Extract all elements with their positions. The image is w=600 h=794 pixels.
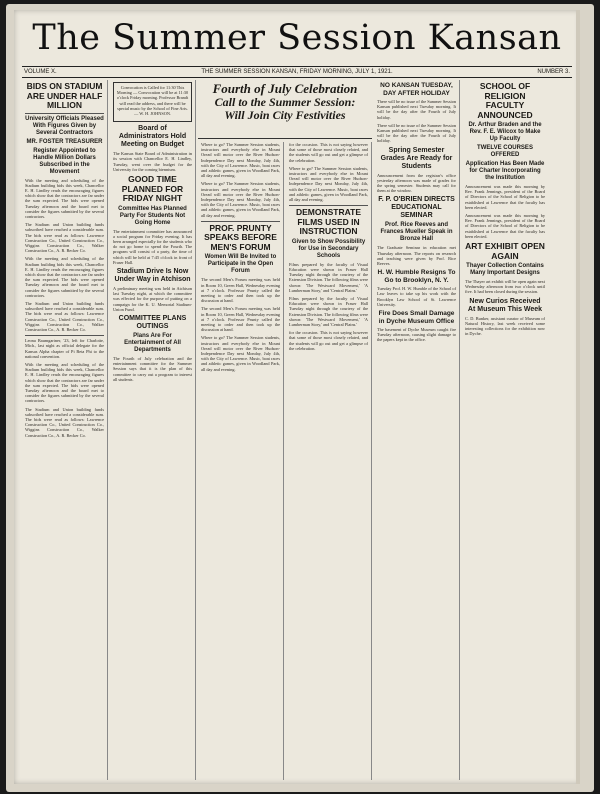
films-body: Films prepared by the faculty of Visual Education were shown in Fraser Hall Tuesday night through the courtesy of the Extension Division. The following films were shown: 'The Westward Movement,' 'A Lumberman Story,' and 'Central Plains.' [289, 261, 368, 293]
newspaper-title: The Summer Session Kansan [32, 18, 562, 58]
fourth-of-july-banner [198, 80, 372, 139]
board-meeting-headline: Board of Administrators Hold Meeting on Budget [118, 125, 187, 149]
courses-headline: TWELVE COURSES OFFERED [477, 145, 533, 158]
films-subhead: Given to Show Possibility for Use in Secondary Schools [291, 238, 366, 259]
stadium-bids-subhead: University Officials Pleased With Figures Given by Several Contractors [25, 115, 104, 136]
divider [289, 205, 368, 206]
grades-body: Announcement from the registrar's office yesterday afternoon was made of grades for the spring semester. Students may call for them at the window. [377, 172, 456, 194]
art-exhibit-subhead: Thayer Collection Contains Many Important Designs [466, 263, 544, 277]
register-subhead: Register Appointed to Handle Million Dollars Subscribed in the Movement [33, 147, 96, 175]
prunty-body-cont: The second Men's Forum meeting was held in Room 10, Green Hall, Wednesday evening at 7 o'clock. Professor Prunty called the meeting to order and then took up the discussion at hand. [201, 306, 280, 333]
stadium-body-cont-3: The Stadium and Union building funds subscribed have reached a considerable sum. The bids were read as follows: Lawrence Construction Co., United Construction Co., Wiggins Construction Co., Walker Construction Co., A. R. Becker Co. [25, 406, 104, 438]
celebration-continued-2: Where to go? The Summer Session students, instructors and everybody else in Mount Oread will motor over the River Hudson-Independence Day next Monday, July 4th, with the City of Lawrence. Music, boat races and athletic games, given in Woodland Park, all day and evening. [289, 165, 368, 203]
stadium-body-2-cont: The Stadium and Union building funds subscribed have reached a considerable sum. The bids were read as follows: Lawrence Construction Co., United Construction Co., Wiggins Construction Co., Walker Construction Co., A. R. Becker Co. [25, 300, 104, 332]
celebration-body-cont: Where to go? The Summer Session students, instructors and everybody else in Mount Oread will motor over the River Hudson-Independence Day next Monday, July 4th, with the City of Lawrence. Music, boat races and athletic games, given in Woodland Park, all day and evening. [201, 181, 280, 218]
stadium-body-1-cont: With the meeting and scheduling of the Stadium building bids this week, Chancellor E. H. Lindley reads the encouraging figures which show that the contractors are far under the sum expected. The bids were opened Tuesday afternoon and the board met to consider the figures submitted by the several contractors. [25, 256, 104, 298]
volume-number: VOLUME X. [24, 69, 57, 75]
stadium-body-2: The Stadium and Union building funds subscribed have reached a considerable sum. The bids were read as follows: Lawrence Construction Co., United Construction Co., Wiggins Construction Co., Walker Construction Co., A. R. Becker Co. [25, 222, 104, 254]
column-6 [462, 80, 548, 780]
convocation-notice-box [113, 82, 192, 122]
films-body-cont: Films prepared by the faculty of Visual Education were shown in Fraser Hall Tuesday night through the courtesy of the Extension Division. The following films were shown: 'The Westward Movement,' 'A Lumberman Story,' and 'Central Plains.' [289, 295, 368, 327]
column-4 [286, 142, 372, 780]
humble-body: Tuesday Prof. H. W. Humble of the School of Law leaves to take up his work with the Brooklyn Law School of St. Lawrence University. [377, 286, 456, 307]
courses-subhead: Application Has Been Made for Charter Incorporating the Institution [465, 161, 545, 181]
seminar-body: The Graduate Seminar in education met Thursday afternoon. The reports on research and teaching were given by Prof. Rice Reeves. [377, 245, 456, 267]
column-5 [374, 80, 460, 780]
prunty-body-cont-2: Where to go? The Summer Session students, instructors and everybody else in Mount Oread will motor over the River Hudson-Independence Day next Monday, July 4th, with the City of Lawrence. Music, boat races and athletic games, given in Woodland Park, all day and evening. [201, 335, 280, 372]
religion-subhead: Dr. Arthur Braden and the Rev. F. E. Wilcox to Make Up Faculty [468, 122, 542, 142]
atchison-drive-headline: Stadium Drive Is Now Under Way in Atchison [114, 267, 191, 283]
no-kansan-body: There will be no issue of the Summer Session Kansan published next Tuesday morning. It will be the day after the Fourth of July holiday. [377, 99, 456, 120]
banner-line-1: Fourth of July Celebration [212, 81, 358, 96]
good-time-subhead: Committee Has Planned Party For Students Not Going Home [118, 205, 187, 226]
banner-line-2: Call to the Summer Session: [214, 95, 356, 109]
stadium-body-cont-2: With the meeting and scheduling of the Stadium building bids this week, Chancellor E. H. Lindley reads the encouraging figures which show that the contractors are far under the sum expected. The bids were opened Tuesday afternoon and the board met to consider the figures submitted by the several contractors. [25, 362, 104, 404]
prunty-subhead: Women Will Be Invited to Participate in the Open Forum [204, 254, 277, 275]
good-time-body: The entertainment committee has announced a social program for Friday evening. It has been arranged especially for the students who do not go home to spend the Fourth. The program will consist of a party, the time of which will be held at 7:45 o'clock in front of Fraser Hall. [113, 228, 192, 265]
columns-area [22, 80, 572, 780]
stadium-bids-headline: BIDS ON STADIUM ARE UNDER HALF MILLION [26, 81, 103, 110]
art-exhibit-headline: ART EXHIBIT OPEN AGAIN [465, 241, 545, 261]
issue-number: NUMBER 3. [537, 69, 570, 75]
atchison-drive-body: A preliminary meeting was held in Atchison last Tuesday night, at which the committee was effected for the purpose of putting on a campaign for the K. U. Memorial Stadium-Union Fund. [113, 285, 192, 312]
committee-outings-subhead: Plans Are For Entertainment of All Departments [124, 332, 181, 353]
no-kansan-body-cont: There will be no issue of the Summer Session Kansan published next Tuesday morning. It will be the day after the Fourth of July holiday. [377, 122, 456, 144]
humble-headline: H. W. Humble Resigns To Go to Brooklyn, N. Y. [377, 269, 456, 284]
issue-info-line [22, 66, 572, 78]
art-exhibit-body: The Thayer art exhibit will be open again next Wednesday afternoon from two o'clock until five. It had been closed during the session. [465, 279, 545, 295]
seminar-headline: F. P. O'BRIEN DIRECTS EDUCATIONAL SEMINAR [378, 196, 455, 220]
celebration-body: Where to go? The Summer Session students, instructors and everybody else in Mount Oread will motor over the River Hudson-Independence Day next Monday, July 4th, with the City of Lawrence. Music, boat races and athletic games, given in Woodland Park, all day and evening. [201, 142, 280, 179]
divider [25, 335, 104, 336]
committee-outings-headline: COMMITTEE PLANS OUTINGS [118, 314, 187, 330]
masthead [14, 10, 580, 74]
religion-body: Announcement was made this morning by Rev. Frank Jennings, president of the Board of Directors of the School of Religion to be established at Lawrence that the faculty has been elected. [465, 184, 545, 210]
curios-body: C. D. Bunker, assistant curator of Museum of Natural History, last week received some interesting collections for the exhibition now in Dyche. [465, 315, 545, 337]
stadium-body-1: With the meeting and scheduling of the Stadium building bids this week, Chancellor E. H. Lindley reads the encouraging figures which show that the contractors are far under the sum expected. The bids were opened Tuesday afternoon and the board met to consider the figures submitted by the several contractors. [25, 177, 104, 219]
divider [201, 221, 280, 222]
date-line: THE SUMMER SESSION KANSAN, FRIDAY MORNING, JULY 1, 1921. [201, 69, 393, 75]
no-kansan-headline: NO KANSAN TUESDAY, DAY AFTER HOLIDAY [380, 82, 453, 97]
banner-line-3: Will Join City Festivities [224, 108, 346, 122]
films-body-cont-2: for the occasion. This is not saying however that some of those most closely related, and the students will go out and get a glimpse of the celebration. [289, 330, 368, 351]
religion-body-cont: Announcement was made this morning by Rev. Frank Jennings, president of the Board of Directors of the School of Religion to be established at Lawrence that the faculty has been elected. [465, 213, 545, 239]
divider [25, 113, 104, 114]
convocation-notice: Convocation is Called for 11:30 This Morning — Convocation will be at 11:30 o'clock Friday morning. Professor Brandt will read the address, and there will be special music by the School of Fine Arts. — W. H. JOHNSON. [116, 85, 189, 117]
prunty-body: The second Men's Forum meeting was held in Room 10, Green Hall, Wednesday evening at 7 o'clock. Professor Prunty called the meeting to order and then took up the discussion at hand. [201, 277, 280, 304]
celebration-continued: for the occasion. This is not saying however that some of those most closely related, and the students will go out and get a glimpse of the celebration. [289, 142, 368, 163]
newspaper-page [14, 10, 580, 784]
baumgartner-item: Leona Baumgartner, '23, left for Charlotte, Mich., last night as official delegate for the Kansas Alpha chapter of Pi Beta Phi to the national convention. [25, 338, 104, 359]
films-headline: DEMONSTRATE FILMS USED IN INSTRUCTION [295, 207, 361, 237]
grades-headline: Spring Semester Grades Are Ready for Students [380, 146, 453, 170]
religion-headline: SCHOOL OF RELIGION FACULTY ANNOUNCED [477, 81, 533, 120]
column-2 [110, 80, 196, 780]
board-meeting-body: The Kansas State Board of Administration in its session with Chancellor E. H. Lindley, Tuesday, went over the budget for the University for the coming biennium. [113, 151, 192, 172]
fire-headline: Fire Does Small Damage in Dyche Museum Office [378, 310, 455, 325]
good-time-headline: GOOD TIME PLANNED FOR FRIDAY NIGHT [121, 174, 184, 204]
fire-body: The basement of Dyche Museum caught fire Tuesday afternoon, causing slight damage to the papers kept in the office. [377, 327, 456, 343]
seminar-subhead: Prof. Rice Reeves and Frances Mueller Speak in Bronze Hall [380, 222, 453, 243]
curios-headline: New Curios Received At Museum This Week [467, 297, 543, 313]
page-binding-edge [576, 10, 580, 784]
treasurer-line: MR. FOSTER TREASURER [26, 138, 103, 145]
column-1 [22, 80, 108, 780]
prunty-headline: PROF. PRUNTY SPEAKS BEFORE MEN'S FORUM [204, 222, 277, 252]
committee-outings-body: The Fourth of July celebration and the entertainment committee for the Summer Session says that it is the plan of this committee to carry out a program to interest all students. [113, 355, 192, 382]
column-3 [198, 142, 284, 780]
